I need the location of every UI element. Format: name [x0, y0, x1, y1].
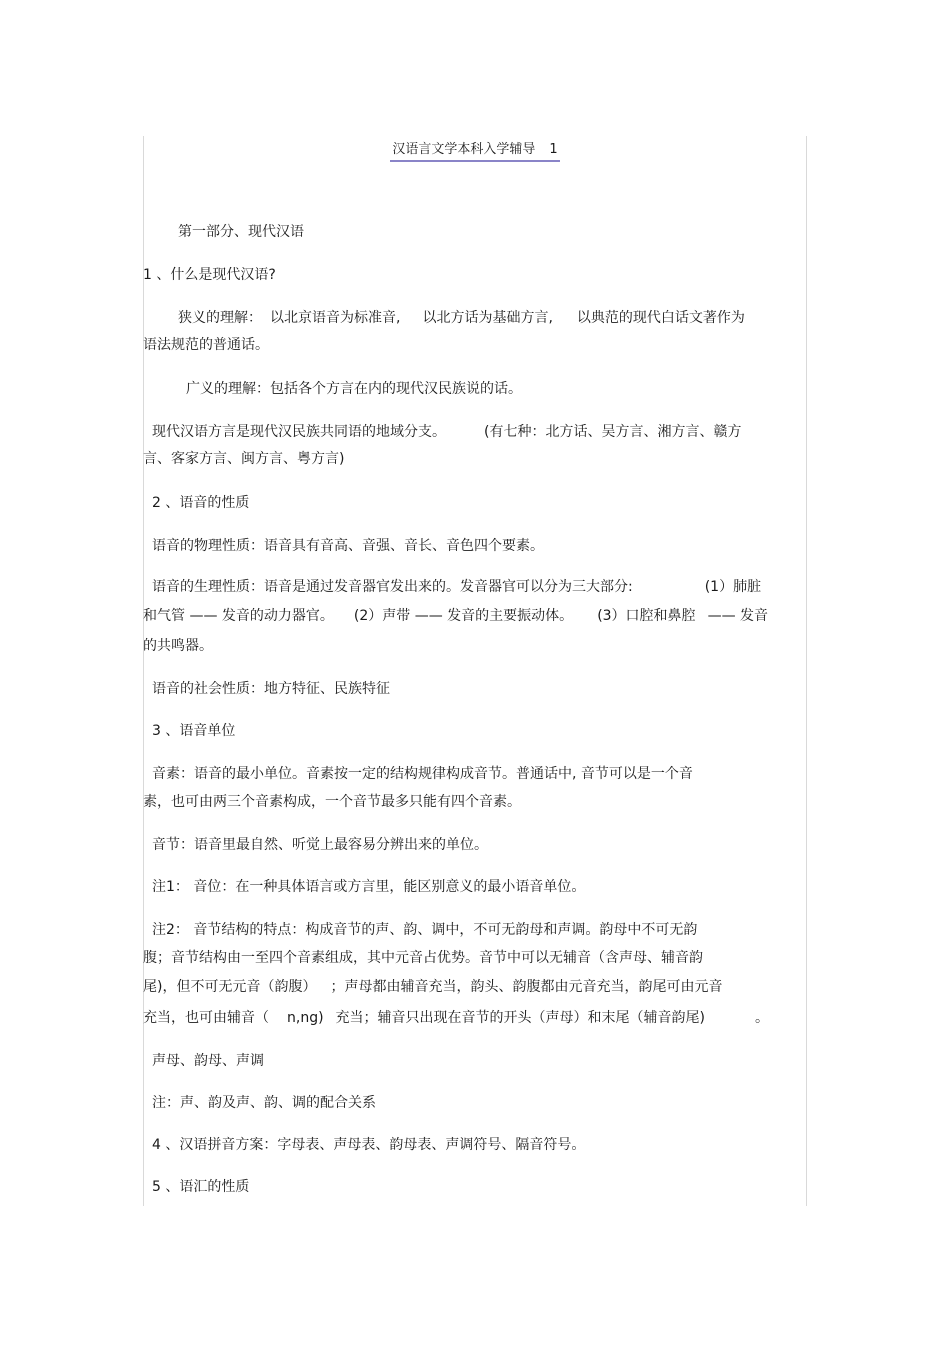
phoneme-line-1: 音素：语音的最小单位。音素按一定的结构规律构成音节。普通话中, 音节可以是一个音	[152, 766, 693, 782]
note-2-period: 。	[755, 1010, 770, 1026]
narrow-definition-line-1	[178, 308, 840, 328]
note-3: 注：声、韵及声、韵、调的配合关系	[152, 1095, 376, 1111]
note-2-consonant-position: 充当；辅音只出现在音节的开头（声母）和末尾（辅音韵尾)	[335, 1010, 706, 1026]
note-2-consonant-clause: ；声母都由辅音充当，韵头、韵腹都由元音充当，韵尾可由元音	[330, 979, 723, 995]
physiological-line-3: 的共鸣器。	[143, 638, 213, 654]
dialect-line-1	[152, 422, 814, 442]
header-page-number: 1	[549, 142, 558, 157]
phoneme-line-2: 素，也可由两三个音素构成，一个音节最多只能有四个音素。	[143, 794, 521, 810]
dialect-list: (有七种：北方话、吴方言、湘方言、赣方	[484, 424, 742, 440]
question-2-heading: 2 、语音的性质	[152, 495, 250, 511]
broad-definition: 广义的理解：包括各个方言在内的现代汉民族说的话。	[186, 381, 522, 397]
syllable-definition: 音节：语音里最自然、听觉上最容易分辨出来的单位。	[152, 837, 488, 853]
dialect-line-2: 言、客家方言、闽方言、粤方言)	[143, 451, 345, 467]
page-header	[0, 138, 950, 162]
physiological-part-3-desc: —— 发音	[707, 608, 769, 624]
note-2-line-2: 腹；音节结构由一至四个音素组成，其中元音占优势。音节中可以无辅音（含声母、辅音韵	[143, 950, 703, 966]
physiological-part-1-desc: 和气管 —— 发音的动力器官。	[143, 608, 334, 624]
question-4-heading: 4 、汉语拼音方案：字母表、声母表、韵母表、声调符号、隔音符号。	[152, 1137, 586, 1153]
physical-property: 语音的物理性质：语音具有音高、音强、音长、音色四个要素。	[152, 538, 544, 554]
question-1-heading: 1 、什么是现代汉语?	[143, 267, 276, 283]
narrow-definition-line-2: 语法规范的普通话。	[143, 337, 269, 353]
physiological-part-2: (2）声带 —— 发音的主要振动体。	[353, 608, 574, 624]
narrow-grammar-norm: 以典范的现代白话文著作为	[576, 310, 745, 326]
note-2-nasal-codas: n,ng)	[287, 1010, 324, 1026]
note-2-line-1: 注2： 音节结构的特点：构成音节的声、韵、调中，不可无韵母和声调。韵母中不可无韵	[152, 922, 698, 938]
question-3-heading: 3 、语音单位	[152, 723, 236, 739]
narrow-standard-pronunciation: 以北京语音为标准音,	[270, 310, 401, 326]
initials-finals-tones: 声母、韵母、声调	[152, 1053, 264, 1069]
part-title: 第一部分、现代汉语	[178, 224, 304, 240]
header-underline	[390, 138, 559, 162]
physiological-part-3: (3）口腔和鼻腔	[597, 608, 696, 624]
physiological-definition: 语音的生理性质：语音是通过发音器官发出来的。发音器官可以分为三大部分:	[152, 579, 633, 595]
note-1: 注1： 音位：在一种具体语言或方言里，能区别意义的最小语音单位。	[152, 879, 586, 895]
note-2-line-3	[143, 977, 805, 997]
question-5-heading: 5 、语汇的性质	[152, 1179, 250, 1195]
physiological-part-1: (1）肺脏	[704, 579, 762, 595]
dialect-definition: 现代汉语方言是现代汉民族共同语的地域分支。	[152, 424, 446, 440]
left-margin-rule	[143, 136, 144, 1206]
narrow-base-dialect: 以北方话为基础方言,	[422, 310, 553, 326]
physiological-line-2	[143, 606, 805, 626]
narrow-label: 狭义的理解：	[178, 310, 262, 326]
social-property: 语音的社会性质：地方特征、民族特征	[152, 681, 390, 697]
right-margin-rule	[806, 136, 807, 1206]
header-title: 汉语言文学本科入学辅导	[392, 142, 536, 157]
note-2-line-4	[143, 1008, 805, 1028]
physiological-line-1	[152, 577, 814, 597]
note-2-vowel-clause: 尾)，但不可无元音（韵腹）	[143, 979, 317, 995]
note-2-coda-clause: 充当，也可由辅音（	[143, 1010, 269, 1026]
